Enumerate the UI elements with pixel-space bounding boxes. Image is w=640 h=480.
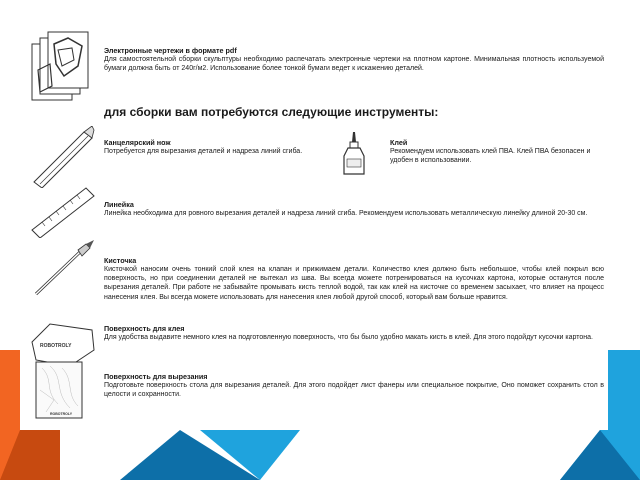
brush-text: Кисточкой наносим очень тонкий слой клея на клапан и прижимаем детали. Количество клея должно быть небольшое, чтобы клей покрыл всю поверхность, но при соединении деталей не вытекал из шва. Вы всегда можете потренироваться на кусочках картона, которые останутся после вырезания деталей. При работе не забывайте промывать кисть теплой водой, так как клей на кисточке со временем засыхает, что влияет на процесс нанесения клея. Вы всегда можете использовать для нанесения клея любой другой способ, который вам больше нравится. <box>104 266 604 301</box>
brush-section <box>104 256 604 302</box>
blueprints-text: Для самостоятельной сборки скульптуры необходимо распечатать электронные чертежи на плотном картоне. Минимальная плотность используемой бумаги должна быть от 240г/м2. Использование более тонкой бумаги ведет к искажению деталей. <box>104 56 604 73</box>
glue-title: Клей <box>390 138 408 147</box>
tools-heading: для сборки вам потребуются следующие инструменты: <box>104 105 439 119</box>
instructions-document <box>20 20 608 430</box>
ruler-text: Линейка необходима для ровного вырезания деталей и надреза линий сгиба. Рекомендуем использовать металлическую линейку длиной 20-30 см. <box>104 210 588 217</box>
glue-section <box>390 138 600 165</box>
cutting-surface-text: Подготовьте поверхность стола для вырезания деталей. Для этого подойдет лист фанеры или специальное покрытие, Оно поможет сохранить стол в целости и сохранности. <box>104 382 604 399</box>
cutting-surface-board-icon <box>34 360 84 420</box>
glue-surface-section <box>104 324 604 342</box>
ruler-section <box>104 200 604 218</box>
glue-surface-title: Поверхность для клея <box>104 324 185 333</box>
utility-knife-icon <box>30 126 96 188</box>
glue-text: Рекомендуем использовать клей ПВА. Клей ПВА безопасен и удобен в использовании. <box>390 148 591 165</box>
brush-title: Кисточка <box>104 256 137 265</box>
knife-text: Потребуется для вырезания деталей и надреза линий сгиба. <box>104 148 303 155</box>
ruler-icon <box>30 186 96 238</box>
ruler-title: Линейка <box>104 200 134 209</box>
knife-title: Канцелярский нож <box>104 138 171 147</box>
knife-section <box>104 138 304 156</box>
glue-surface-logo: ROBOTROLY <box>40 343 72 349</box>
cutting-surface-logo: ROBOTROLY <box>50 412 73 416</box>
cutting-surface-section <box>104 372 604 399</box>
blueprints-section <box>104 46 604 73</box>
blueprints-title: Электронные чертежи в формате pdf <box>104 46 237 55</box>
glue-surface-text: Для удобства выдавите немного клея на подготовленную поверхность, что бы было удобно макать кисть в клей. Для этого подойдут кусочки картона. <box>104 334 593 341</box>
glue-bottle-icon <box>342 132 366 176</box>
brush-icon <box>30 240 96 300</box>
pdf-blueprints-icon <box>28 30 94 104</box>
cutting-surface-title: Поверхность для вырезания <box>104 372 208 381</box>
